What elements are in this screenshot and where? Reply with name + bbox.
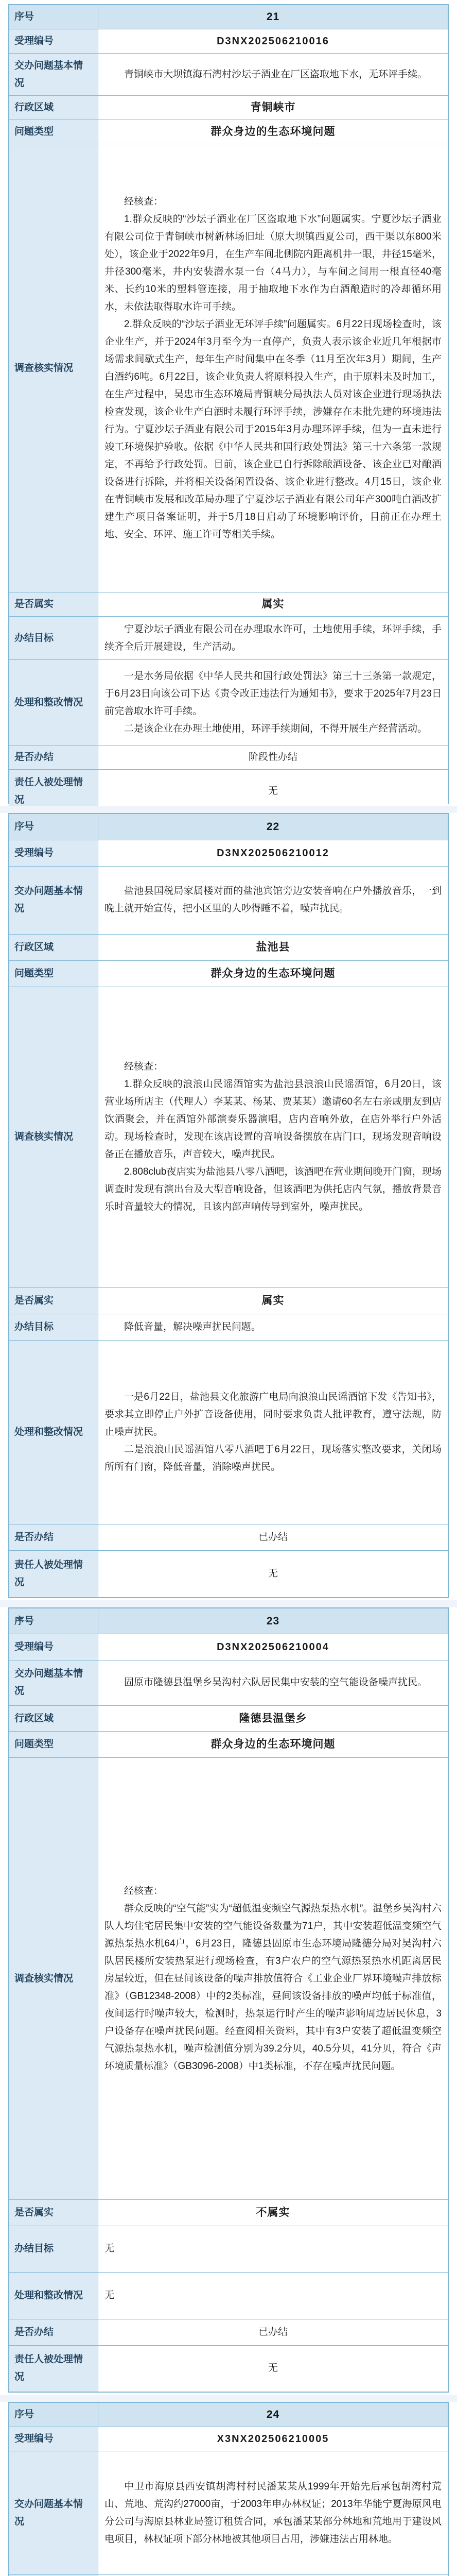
goal-label: 办结目标 (9, 617, 98, 660)
type-value: 群众身边的生态环境问题 (98, 120, 448, 144)
seq-value: 23 (98, 1608, 448, 1634)
done-value: 阶段性办结 (98, 745, 448, 770)
case-table (9, 1608, 448, 2392)
seq-value: 22 (98, 814, 448, 840)
verify-value (98, 987, 448, 1288)
goal-value: 降低音量，解决噪声扰民问题。 (98, 1314, 448, 1341)
goal-label: 办结目标 (9, 1314, 98, 1341)
seq-value: 24 (98, 2403, 448, 2427)
region-label: 行政区域 (9, 96, 98, 120)
rectify-value (98, 1340, 448, 1524)
accountable-label: 责任人被处理情况 (9, 1551, 98, 1598)
basic-label: 交办问题基本情况 (9, 866, 98, 934)
record-separator (0, 2395, 457, 2402)
verify-label: 调查核实情况 (9, 144, 98, 592)
case-record (8, 2402, 449, 2576)
verify-paragraph: 1.群众反映的“沙坛子酒业在厂区盗取地下水”问题属实。宁夏沙坛子酒业有限公司位于青铜峡市树新林场旧址（原大坝镇西夏公司，西干渠以东800米处），该企业于2022年9月，在生产车间北侧院内距离机井一眼，井径15毫米，井径300毫米，井内安装潜水泵一台（4马力），与车间之间用一根直径40毫米、长约10米的塑料管连接，用于抽取地下水作为白酒酿造时的冷却循环用水，未依法取得取水许可手续。 (104, 213, 442, 312)
done-value: 已办结 (98, 2319, 448, 2345)
case-record (8, 1607, 449, 2393)
case-record (8, 4, 449, 804)
goal-value: 宁夏沙坛子酒业有限公司在办理取水许可，土地使用手续，环评手续，手续齐全后开展建设，生产活动。 (98, 617, 448, 660)
basic-value: 固原市隆德县温堡乡吴沟村六队居民集中安装的空气能设备噪声扰民。 (98, 1660, 448, 1705)
rectify-label: 处理和整改情况 (9, 660, 98, 745)
record-separator (0, 1600, 457, 1607)
done-label: 是否办结 (9, 2319, 98, 2345)
true-label: 是否属实 (9, 2200, 98, 2226)
accountable-label: 责任人被处理情况 (9, 770, 98, 813)
record-separator (0, 806, 457, 813)
rectify-paragraph: 二是该企业在办理土地使用，环评手续期间，不得开展生产经营活动。 (124, 723, 428, 734)
type-value: 群众身边的生态环境问题 (98, 960, 448, 987)
seq-label: 序号 (9, 5, 98, 29)
basic-value: 盐池县国税局家属楼对面的盐池宾馆旁边安装音响在户外播放音乐，一到晚上就开始宣传，把小区里的人吵得睡不着，噪声扰民。 (98, 866, 448, 934)
rectify-value (98, 660, 448, 745)
case-table (9, 814, 448, 1598)
done-label: 是否办结 (9, 745, 98, 770)
code-value: D3NX202506210004 (98, 1634, 448, 1660)
verify-paragraph: 经核查： (124, 1061, 164, 1073)
rectify-paragraph: 二是浪浪山民谣酒馆八零八酒吧于6月22日，现场落实整改要求，关闭场所所有门窗，降低音量，消除噪声扰民。 (104, 1444, 442, 1472)
true-value: 不属实 (98, 2200, 448, 2226)
accountable-label: 责任人被处理情况 (9, 2345, 98, 2392)
type-value: 群众身边的生态环境问题 (98, 1732, 448, 1757)
region-value: 青铜峡市 (98, 96, 448, 120)
accountable-value: 无 (98, 1551, 448, 1598)
true-value: 属实 (98, 1288, 448, 1314)
code-label: 受理编号 (9, 2427, 98, 2451)
type-label: 问题类型 (9, 1732, 98, 1757)
basic-label: 交办问题基本情况 (9, 1660, 98, 1705)
true-value: 属实 (98, 592, 448, 617)
goal-value: 无 (98, 2226, 448, 2272)
rectify-paragraph: 一是水务局依据《中华人民共和国行政处罚法》第三十三条第一款规定，于6月23日向该公司下达《责令改正违法行为通知书》，要求于2025年7月23日前完善取水许可手续。 (104, 670, 442, 717)
code-label: 受理编号 (9, 29, 98, 54)
verify-paragraph: 经核查： (124, 1885, 164, 1896)
verify-value (98, 1757, 448, 2200)
type-label: 问题类型 (9, 120, 98, 144)
basic-label: 交办问题基本情况 (9, 54, 98, 96)
rectify-label: 处理和整改情况 (9, 2273, 98, 2319)
rectify-label: 处理和整改情况 (9, 1340, 98, 1524)
rectify-paragraph: 一是6月22日，盐池县文化旅游广电局向浪浪山民谣酒馆下发《告知书》，要求其立即停止户外扩音设备使用，同时要求负责人批评教育，遵守法规，防止噪声扰民。 (104, 1392, 442, 1437)
region-label: 行政区域 (9, 934, 98, 960)
code-value: D3NX202506210016 (98, 29, 448, 54)
verify-label: 调查核实情况 (9, 1757, 98, 2200)
region-label: 行政区域 (9, 1705, 98, 1731)
region-value: 盐池县 (98, 934, 448, 960)
code-label: 受理编号 (9, 840, 98, 866)
verify-label: 调查核实情况 (9, 987, 98, 1288)
basic-label: 交办问题基本情况 (9, 2451, 98, 2575)
verify-paragraph: 经核查： (124, 196, 164, 207)
verify-paragraph: 1.群众反映的浪浪山民谣酒馆实为盐池县浪浪山民谣酒馆，6月20日，该营业场所店主（代理人）李某某、杨某、贾某某）邀请60名左右亲戚朋友到店饮酒聚会，并在酒馆外部演奏乐器演唱，店内音响外放，在店外举行户外活动。现场检查时，发现在该店设置的音响设备摆放在店门口，现场发现音响设备正在播放音乐，声音较大，噪声扰民。 (104, 1079, 442, 1160)
seq-value: 21 (98, 5, 448, 29)
verify-paragraph: 2.群众反映的“沙坛子酒业无环评手续”问题属实。6月22日现场检查时，该企业生产，并于2024年3月至今为一直停产，负责人表示该企业近几年根据市场需求间歇式生产，每年生产时间集中在冬季（11月至次年3月）期间，生产白酒约6吨。6月22日，该企业负责人将原料投入生产，由于原料未及时加工，在生产过程中，吴忠市生态环境局青铜峡分局执法人员对该企业进行现场执法检查发现，该企业生产白酒时未履行环评手续，涉嫌存在未批先建的环境违法行为。宁夏沙坛子酒业有限公司于2015年3月办理环评手续，但为一直未进行竣工环境保护验收。依据《中华人民共和国行政处罚法》第三十六条第一款规定，不再给予行政处罚。目前，该企业已自行拆除酿酒设备、该企业已对酿酒设备进行拆除，并将相关设备闲置设备、该企业进行整改。4月15日，该企业在青铜峡市发展和改革局办理了宁夏沙坛子酒业有限公司年产300吨白酒改扩建生产项目备案证明，并于5月18日启动了环境影响评价，目前正在办理土地、安全、环评、施工许可等相关手续。 (104, 318, 442, 540)
true-label: 是否属实 (9, 1288, 98, 1314)
rectify-value (98, 2273, 448, 2319)
case-record (8, 813, 449, 1598)
code-value: D3NX202506210012 (98, 840, 448, 866)
basic-value: 青铜峡市大坝镇海石湾村沙坛子酒业在厂区盗取地下水，无环评手续。 (98, 54, 448, 96)
code-label: 受理编号 (9, 1634, 98, 1660)
seq-label: 序号 (9, 814, 98, 840)
accountable-value: 无 (98, 2345, 448, 2392)
basic-value: 中卫市海原县西安镇胡湾村村民潘某某从1999年开始先后承包胡湾村荒山、荒地、荒沟约27000亩，于2003年申办林权证；2013年华能宁夏海原风电分公司与海原县林业局签订租赁合同，承包潘某某部分林地和荒地用于建设风电项目，林权证项下部分林地被其他项目占用，涉嫌违法占用林地。 (98, 2451, 448, 2575)
verify-value (98, 144, 448, 592)
case-table (9, 5, 448, 813)
code-value: X3NX202506210005 (98, 2427, 448, 2451)
case-table (9, 2402, 448, 2576)
true-label: 是否属实 (9, 592, 98, 617)
verify-paragraph: 2.808club夜店实为盐池县八零八酒吧，该酒吧在营业期间晚开门窗，现场调查时发现有演出台及大型音响设备，但该酒吧为供托店内气氛，播放背景音乐时音量较大的情况，且该内部声响传导到室外，噪声扰民。 (104, 1166, 442, 1213)
rectify-paragraph: 无 (104, 2290, 115, 2301)
goal-label: 办结目标 (9, 2226, 98, 2272)
done-label: 是否办结 (9, 1524, 98, 1551)
type-label: 问题类型 (9, 960, 98, 987)
region-value: 隆德县温堡乡 (98, 1705, 448, 1731)
seq-label: 序号 (9, 1608, 98, 1634)
accountable-value: 无 (98, 770, 448, 813)
verify-paragraph: 群众反映的“空气能”实为“超低温变频空气源热泵热水机”。温堡乡吴沟村六队人均住宅居民集中安装的空气能设备数量为71户，其中安装超低温变频空气源热泵热水机64户，6月23日，隆德县固原市生态环境局隆德分局对吴沟村六队居民楼所安装热泵进行现场检查，有3户农户的空气源热泵热水机距离居民房屋较近，但在昼间该设备的噪声排放值符合《工业企业厂界环境噪声排放标准》（GB12348-2008）中的2类标准，昼间该设备排放的噪声均低于标准值，夜间运行时噪声较大，检测时，热泵运行时产生的噪声影响周边居民休息，3户设备存在噪声扰民问题。经查阅相关资料，其中有3户安装了超低温变频空气源热泵热水机，噪声检测值分别为39.2分贝，40.5分贝，41分贝，符合《声环境质量标准》（GB3096-2008）中1类标准，不存在噪声扰民问题。 (104, 1903, 442, 2072)
done-value: 已办结 (98, 1524, 448, 1551)
seq-label: 序号 (9, 2403, 98, 2427)
